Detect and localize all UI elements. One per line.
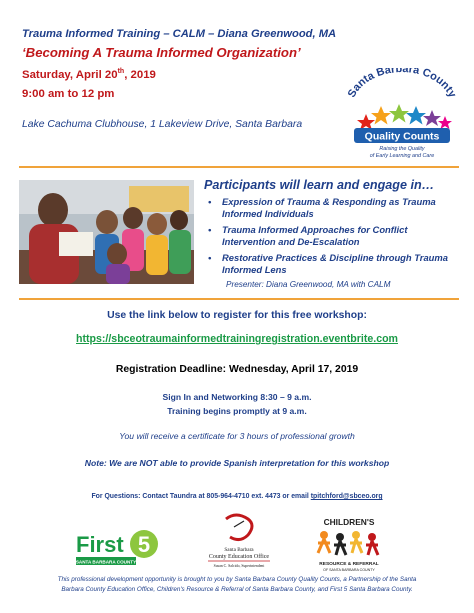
children-figures-icon	[318, 531, 378, 555]
objectives-list	[206, 196, 468, 280]
workshop-time: 9:00 am to 12 pm	[22, 88, 115, 100]
logo-tagline-1: Raising the Quality	[379, 146, 425, 152]
logo-tagline-2: of Early Learning and Care	[369, 153, 435, 159]
list-item	[206, 196, 468, 220]
list-item	[206, 252, 468, 276]
star-icon	[438, 116, 452, 129]
objective-line: Informed Individuals	[222, 208, 314, 219]
workshop-title: ‘Becoming A Trauma Informed Organization’	[22, 45, 301, 60]
first5-number: 5	[137, 532, 151, 557]
bullet-icon: •	[208, 196, 212, 207]
crr-line-2: RESOURCE & REFERRAL	[319, 562, 379, 567]
sbceo-line-3: Susan C. Salcido, Superintendent	[213, 564, 265, 568]
signin-time: Sign In and Networking 8:30 – 9 a.m.	[162, 392, 312, 402]
training-start: Training begins promptly at 9 a.m.	[167, 406, 307, 416]
logo-stars	[357, 104, 452, 130]
star-icon	[389, 104, 409, 123]
workshop-location: Lake Cachuma Clubhouse, 1 Lakeview Drive, Santa Barbara	[22, 119, 303, 130]
certificate-note: You will receive a certificate for 3 hours of professional growth	[119, 431, 355, 441]
contact-info	[0, 493, 474, 500]
spanish-note: Note: We are NOT able to provide Spanish interpretation for this workshop	[84, 458, 390, 468]
svg-text:Santa Barbara County	[346, 68, 459, 100]
registration-link[interactable]: https://sbceotraumainformedtrainingregistration.eventbrite.com	[76, 333, 398, 345]
date-main: Saturday, April 20	[22, 68, 118, 81]
date-year: , 2019	[124, 68, 156, 81]
presenter-credit: Presenter: Diana Greenwood, MA with CALM	[226, 280, 391, 289]
top-divider	[19, 166, 459, 168]
learn-heading: Participants will learn and engage in…	[204, 178, 435, 192]
middle-divider	[19, 298, 459, 300]
bullet-icon: •	[208, 252, 212, 263]
training-subtitle: Trauma Informed Training – CALM – Diana Greenwood, MA	[22, 28, 337, 40]
workshop-date	[22, 68, 156, 81]
star-icon	[371, 106, 391, 125]
sbceo-logo	[196, 513, 282, 575]
classroom-photo	[19, 180, 194, 284]
objective-line: Restorative Practices & Discipline through Trauma	[222, 252, 448, 263]
bullet-icon: •	[208, 224, 212, 235]
objective-line: Informed Lens	[222, 264, 287, 275]
crr-line-1: CHILDREN'S	[323, 517, 375, 527]
sbceo-line-2: County Education Office	[208, 554, 270, 560]
objective-line: Trauma Informed Approaches for Conflict	[222, 224, 408, 235]
first5-subtitle: SANTA BARBARA COUNTY	[75, 559, 137, 565]
star-icon	[406, 106, 426, 125]
objective-line: Expression of Trauma & Responding as Trauma	[222, 196, 436, 207]
objective-line: Intervention and De-Escalation	[222, 236, 360, 247]
register-instruction: Use the link below to register for this free workshop:	[107, 310, 367, 321]
crr-line-3: OF SANTA BARBARA COUNTY	[323, 568, 375, 572]
sbceo-line-1: Santa Barbara	[224, 547, 254, 553]
date-ordinal: th	[117, 68, 125, 75]
crr-logo	[306, 515, 392, 577]
star-icon	[423, 110, 441, 126]
first5-logo	[74, 524, 160, 570]
star-icon	[357, 114, 375, 130]
list-item	[206, 224, 468, 248]
footer-line-2: Barbara County Education Office, Children's Resource & Referral of Santa Barbara County, and First 5 Santa Barbara County.	[61, 586, 413, 593]
registration-deadline: Registration Deadline: Wednesday, April 17, 2019	[115, 364, 359, 375]
contact-text: For Questions: Contact Taundra at 805-964-4710 ext. 4473 or email	[91, 493, 311, 500]
footer-line-1: This professional development opportunity is brought to you by Santa Barbara County Quality Counts, a Partnership of the Santa	[57, 576, 417, 583]
first5-word: First	[76, 532, 124, 557]
quality-counts-logo	[344, 68, 460, 160]
logo-arc-text: Santa Barbara County	[345, 68, 459, 100]
contact-email-link[interactable]: tpitchford@sbceo.org	[310, 493, 383, 500]
logo-banner-text: Quality Counts	[364, 130, 440, 143]
footer-credit	[20, 575, 454, 595]
